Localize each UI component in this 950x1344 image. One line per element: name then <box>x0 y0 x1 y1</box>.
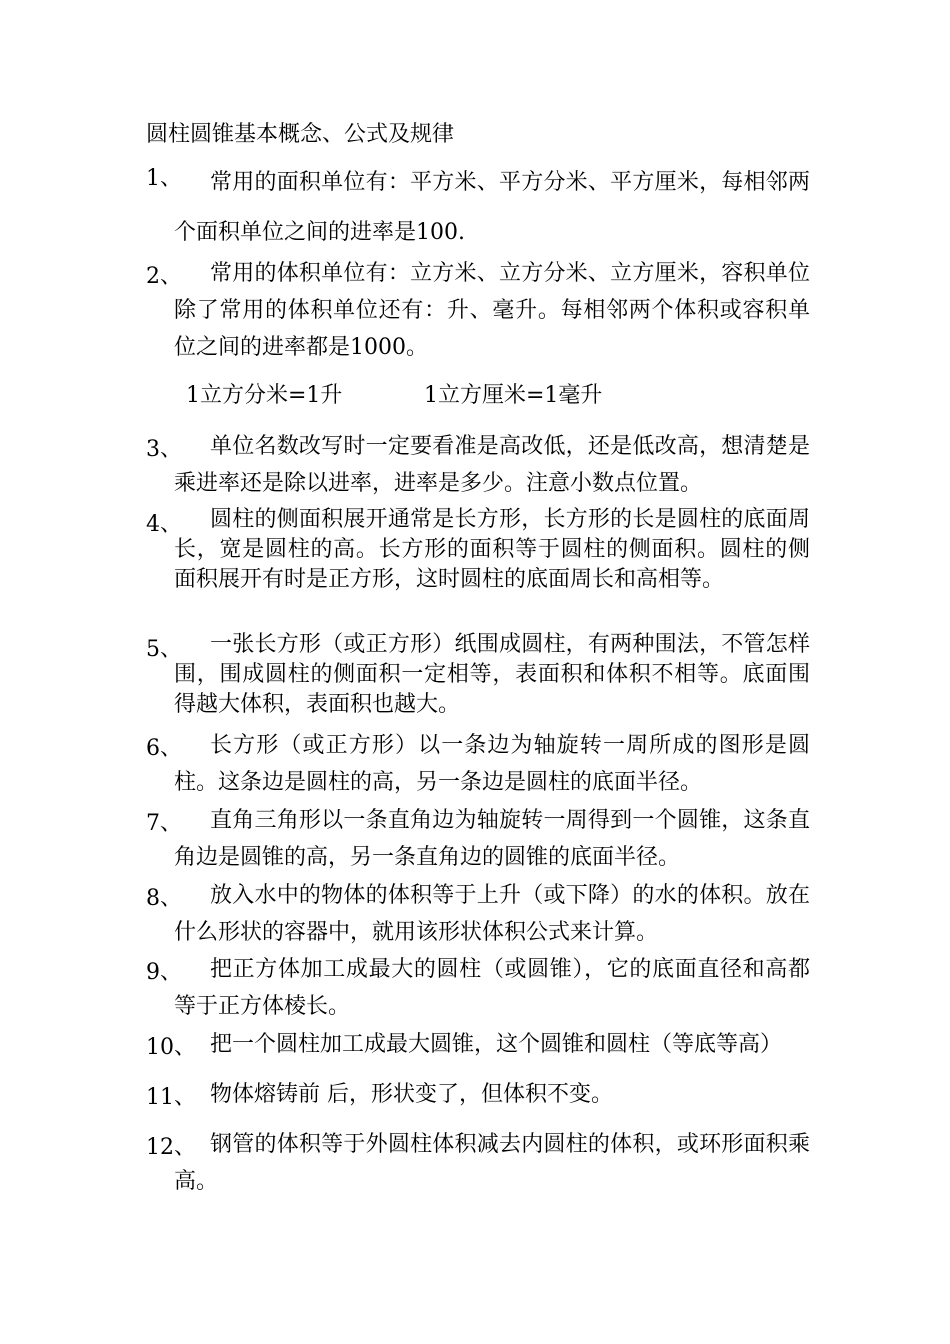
item-number: 4、 <box>146 512 182 537</box>
item-text: 常用的体积单位有：立方米、立方分米、立方厘米，容积单位除了常用的体积单位还有：升、毫升。每相邻两个体积或容积单位之间的进率都是1000。 <box>174 261 810 360</box>
item-number: 3、 <box>146 437 182 462</box>
item-text: 常用的面积单位有：平方米、平方分米、平方厘米，每相邻两个面积单位之间的进率是100. <box>174 170 810 245</box>
item-number: 7、 <box>146 811 182 836</box>
item-number: 12、 <box>146 1135 196 1160</box>
item-text: 长方形（或正方形）以一条边为轴旋转一周所成的图形是圆柱。这条边是圆柱的高，另一条边是圆柱的底面半径。 <box>174 733 810 795</box>
item-number: 9、 <box>146 960 182 985</box>
list-item <box>146 1030 810 1063</box>
item-number: 8、 <box>146 886 182 911</box>
list-item <box>146 432 810 502</box>
item-number: 11、 <box>146 1085 196 1110</box>
list-item <box>146 955 810 1025</box>
item-text: 圆柱的侧面积展开通常是长方形，长方形的长是圆柱的底面周长，宽是圆柱的高。长方形的面积等于圆柱的侧面积。圆柱的侧面积展开有时是正方形，这时圆柱的底面周长和高相等。 <box>174 507 810 592</box>
document-title: 圆柱圆锥基本概念、公式及规律 <box>146 122 455 147</box>
item-number: 5、 <box>146 637 182 662</box>
item-text: 把正方体加工成最大的圆柱（或圆锥），它的底面直径和高都等于正方体棱长。 <box>174 957 810 1019</box>
list-item <box>146 731 810 801</box>
list-item <box>146 1080 810 1113</box>
conversion-milliliter: 1立方厘米=1毫升 <box>424 383 603 408</box>
list-item <box>146 259 810 366</box>
conversion-liter: 1立方分米=1升 <box>186 383 343 408</box>
list-item <box>146 1130 810 1200</box>
list-item <box>146 158 810 258</box>
list-item <box>146 507 810 595</box>
item-text: 把一个圆柱加工成最大圆锥，这个圆锥和圆柱（等底等高） <box>210 1032 783 1057</box>
item-number: 6、 <box>146 736 182 761</box>
item-number: 2、 <box>146 264 182 289</box>
item-text: 钢管的体积等于外圆柱体积减去内圆柱的体积，或环形面积乘高。 <box>174 1132 810 1194</box>
item-text: 直角三角形以一条直角边为轴旋转一周得到一个圆锥，这条直角边是圆锥的高，另一条直角边的圆锥的底面半径。 <box>174 808 810 870</box>
list-item <box>146 806 810 876</box>
item-number: 10、 <box>146 1035 196 1060</box>
item-text: 单位名数改写时一定要看准是高改低，还是低改高，想清楚是乘进率还是除以进率，进率是多少。注意小数点位置。 <box>174 434 810 496</box>
item-text: 一张长方形（或正方形）纸围成圆柱，有两种围法，不管怎样围，围成圆柱的侧面积一定相等，表面积和体积不相等。底面围得越大体积，表面积也越大。 <box>174 632 810 717</box>
list-item <box>146 632 810 720</box>
item-text: 物体熔铸前 后，形状变了，但体积不变。 <box>210 1082 613 1107</box>
list-item <box>146 881 810 951</box>
item-text: 放入水中的物体的体积等于上升（或下降）的水的体积。放在什么形状的容器中，就用该形状体积公式来计算。 <box>174 883 810 945</box>
item-number: 1、 <box>146 166 182 191</box>
